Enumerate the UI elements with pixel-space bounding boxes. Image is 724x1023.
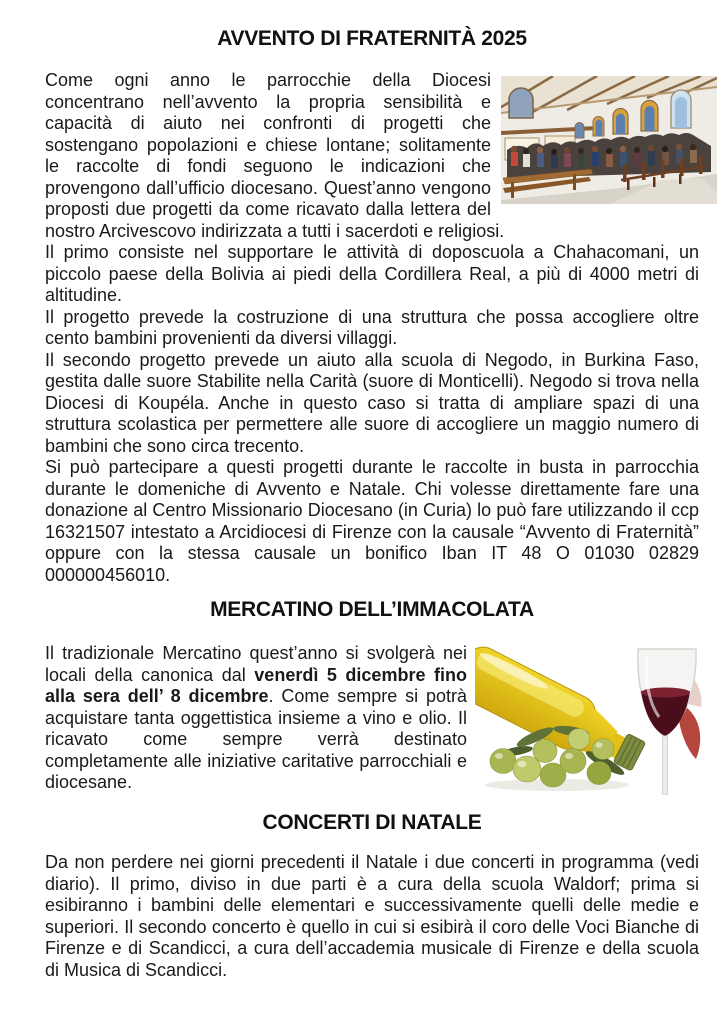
paragraph-concerti: Da non perdere nei giorni precedenti il Natale i due concerti in programma (vedi diario). Il primo, diviso in due parti è a cura della scuola Waldorf; prima si esibiranno i bambini delle elementari e successivamente quelli delle medie e superiori. Il secondo concerto è quello in cui si esibirà il coro delle Voci Bianche di Firenze e di Scandicci, a cura dell’accademia musicale di Firenze e della scuola di Musica di Scandicci. [45,852,699,980]
paragraph-avvento-4: Il secondo progetto prevede un aiuto alla scuola di Negodo, in Burkina Faso, gestita dalle suore Stabilite nella Carità (suore di Monticelli). Negodo si trova nella Diocesi di Koupéla. Anche in questo caso si tratta di ampliare spazi di una struttura scolastica per permettere alle suore di accogliere un maggio numero di bambini che sono circa trecento. [45,349,699,456]
paragraph-avvento-3: Il progetto prevede la costruzione di una struttura che possa accogliere oltre cento bambini provenienti da diversi villaggi. [45,306,699,348]
section-avvento-body [45,70,699,586]
mercatino-run-2: . Come sempre si potrà acquistare tanta oggettistica insieme a vino e olio. Il ricavato come sempre verrà destinato completamente alle iniziative caritative parrocchiali e diocesane. [45,686,467,792]
olive-oil-wine-photo [475,645,715,795]
section-concerti-body [45,852,699,981]
oil-wine-photo-art [475,645,715,795]
section-mercatino [45,597,699,799]
paragraph-avvento-1: Come ogni anno le parrocchie della Diocesi concentrano nell’avvento la propria sensibilità e capacità di aiuto nei confronti di progetti che sostengano popolazioni e chiese lontane; solitamente le raccolte di fondi seguono le indicazioni che provengono dall’ufficio diocesano. Quest’anno vengono proposti due progetti da come ricavato dalla lettera del nostro Arcivescovo indirizzata a tutti i sacerdoti e religiosi. [45,70,505,241]
section-title-concerti: CONCERTI DI NATALE [262,811,482,834]
section-mercatino-body [45,643,699,799]
section-concerti [45,810,699,981]
section-title-mercatino: MERCATINO DELL’IMMACOLATA [210,598,534,621]
paragraph-avvento-5: Si può partecipare a questi progetti durante le raccolte in busta in parrocchia durante le domeniche di Avvento e Natale. Chi volesse direttamente fare una donazione al Centro Missionario Diocesano (in Curia) lo può fare utilizzando il ccp 16321507 intestato a Arcidiocesi di Firenze con la causale “Avvento di Fraternità” oppure con la stessa causale un bonifico Iban IT 48 O 01030 02829 000000456010. [45,457,699,585]
mercatino-run-bold-dates: venerdì 5 dicembre fino alla sera dell’ 8 dicembre [45,664,467,706]
mercatino-run-1: Il tradizionale Mercatino quest’anno si svolgerà nei locali della canonica dal [45,643,467,685]
paragraph-avvento-2: Il primo consiste nel supportare le attività di doposcuola a Chahacomani, un piccolo paese della Bolivia ai piedi della Cordillera Real, a più di 4000 metri di altitudine. [45,242,699,305]
church-congregation-photo [501,76,717,204]
section-avvento [45,26,699,586]
church-photo-art [501,76,717,204]
section-title-avvento: AVVENTO DI FRATERNITÀ 2025 [217,27,527,50]
